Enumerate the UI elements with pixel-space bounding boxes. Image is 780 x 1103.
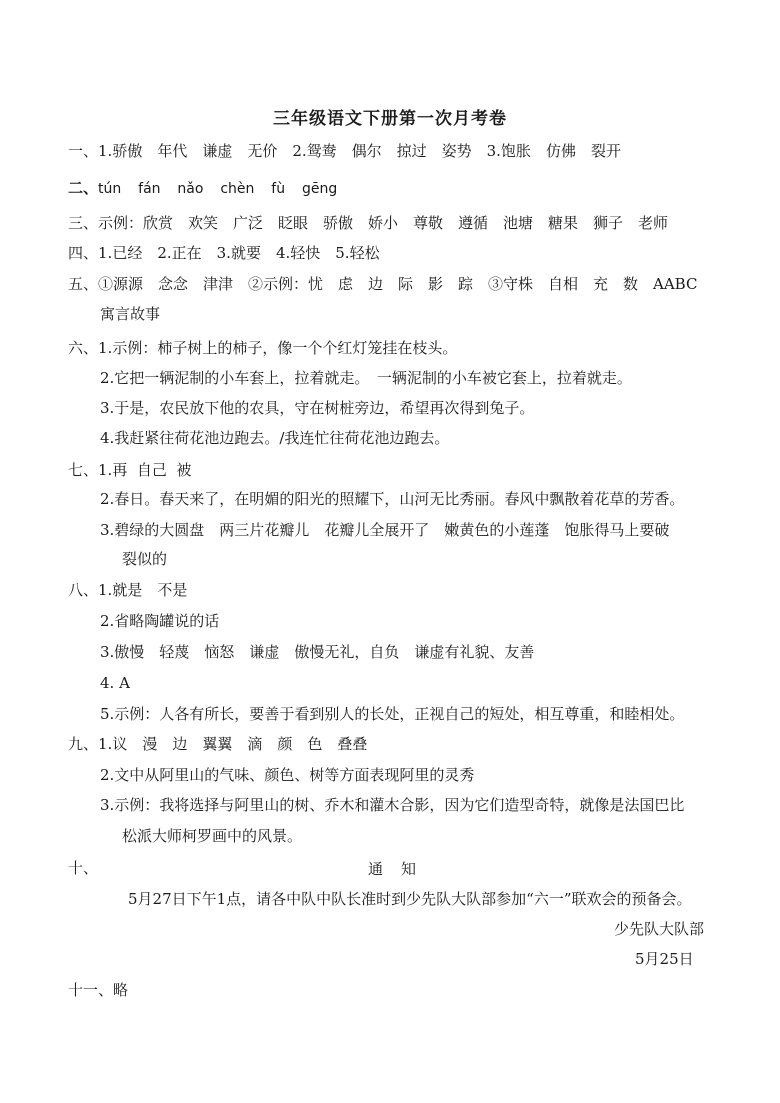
q8-item-4: 4. A [100,674,130,692]
q11-line [68,980,128,1000]
q6-item-4: 4.我赶紧往荷花池边跑去。/我连忙往荷花池边跑去。 [100,429,450,447]
q11-label: 十一、 [68,981,114,999]
q2-line [68,178,337,199]
notice-title: 通知 [368,860,435,878]
q9-line [68,734,367,754]
q6-item-2: 2.它把一辆泥制的小车套上，拉着就走。 一辆泥制的小车被它套上，拉着就走。 [100,369,632,387]
q7-item-2: 2.春日。春天来了，在明媚的阳光的照耀下，山河无比秀丽。春风中飘散着花草的芳香。 [100,490,685,508]
q9-item-3: 3.示例：我将选择与阿里山的树、乔木和灌木合影，因为它们造型奇特，就像是法国巴比 [100,796,685,814]
q5-continuation: 寓言故事 [100,305,161,323]
q8-item-5: 5.示例：人各有所长，要善于看到别人的长处，正视自己的短处，相互尊重，和睦相处。 [100,705,685,723]
q8-line [68,580,187,600]
q7-item-3: 3.碧绿的大圆盘 两三片花瓣儿 花瓣儿全展开了 嫩黄色的小莲蓬 饱胀得马上要破 [100,521,670,539]
q5-line [68,274,697,294]
q11-answer: 略 [113,981,129,999]
q6-label: 六、 [68,339,99,357]
q3-line [68,213,668,233]
q4-line [68,243,380,263]
q6-line [68,338,457,358]
q5-answer: ①源源 念念 津津 ②示例：忧 虑 边 际 影 踪 ③守株 自相 充 数 AABC [98,275,698,293]
q7-item-1: 1.再 自己 被 [98,461,192,479]
q9-item-2: 2.文中从阿里山的气味、颜色、树等方面表现阿里的灵秀 [100,766,475,784]
q2-pinyin-answer: tún fán nǎo chèn fù gēng [98,181,338,197]
q1-label: 一、 [68,142,99,160]
q3-answer: 示例：欣赏 欢笑 广泛 眨眼 骄傲 娇小 尊敬 遵循 池塘 糖果 狮子 老师 [98,214,669,232]
q7-label: 七、 [68,461,99,479]
q8-item-1: 1.就是 不是 [98,581,188,599]
page-title: 三年级语文下册第一次月考卷 [273,109,507,129]
q7-item-3-continuation: 裂似的 [122,550,168,568]
q6-item-1: 1.示例：柿子树上的柿子，像一个个红灯笼挂在枝头。 [98,339,458,357]
q4-answer: 1.已经 2.正在 3.就要 4.轻快 5.轻松 [98,244,380,262]
notice-body: 5月27日下午1点，请各中队中队长准时到少先队大队部参加“六一”联欢会的预备会。 [128,890,692,908]
q9-item-1: 1.议 漫 边 翼翼 滴 颜 色 叠叠 [98,735,368,753]
q3-label: 三、 [68,214,99,232]
q5-label: 五、 [68,275,99,293]
q9-item-3-continuation: 松派大师柯罗画中的风景。 [122,827,303,845]
q7-line [68,460,191,480]
q1-line [68,141,621,161]
q4-label: 四、 [68,244,99,262]
q2-label: 二、 [68,179,99,197]
q8-label: 八、 [68,581,99,599]
q6-item-3: 3.于是，农民放下他的农具，守在树桩旁边，希望再次得到兔子。 [100,399,535,417]
q9-label: 九、 [68,735,99,753]
q1-answer: 1.骄傲 年代 谦虚 无价 2.鸳鸯 偶尔 掠过 姿势 3.饱胀 仿佛 裂开 [98,142,621,160]
notice-date: 5月25日 [635,950,694,968]
q8-item-3: 3.傲慢 轻蔑 恼怒 谦虚 傲慢无礼，自负 谦虚有礼貌、友善 [100,643,535,661]
q8-item-2: 2.省略陶罐说的话 [100,612,220,630]
q10-label: 十、 [68,859,99,877]
notice-signer: 少先队大队部 [614,920,705,938]
